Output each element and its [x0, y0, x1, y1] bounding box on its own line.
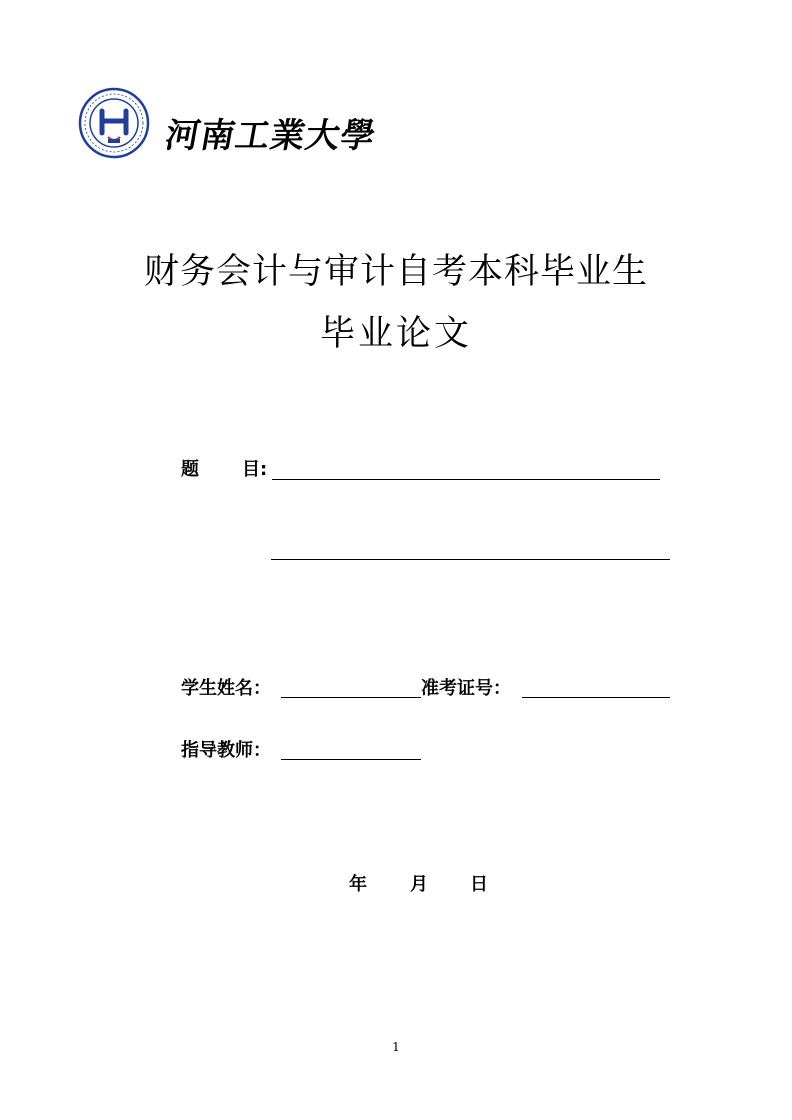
exam-id-input-line[interactable] — [522, 697, 670, 698]
thesis-title-line1: 财务会计与审计自考本科毕业生 — [143, 252, 648, 292]
date-month-label: 月 — [410, 874, 428, 895]
topic-label-char1: 题 — [181, 459, 199, 480]
page-number: 1 — [392, 1040, 400, 1054]
topic-input-line-2[interactable] — [271, 559, 670, 560]
university-seal-logo — [78, 87, 150, 159]
student-name-label: 学生姓名： — [181, 678, 271, 699]
topic-label-char2: 目: — [242, 459, 268, 480]
advisor-label: 指导教师： — [181, 740, 271, 761]
advisor-input-line[interactable] — [281, 759, 421, 760]
university-name-logo: 河南工業大學 — [162, 116, 380, 156]
thesis-title-line2: 毕业论文 — [319, 314, 472, 354]
student-name-input-line[interactable] — [281, 697, 421, 698]
date-day-label: 日 — [470, 874, 488, 895]
date-year-label: 年 — [349, 874, 367, 895]
topic-input-line[interactable] — [272, 479, 660, 480]
exam-id-label: 准考证号： — [421, 678, 511, 699]
